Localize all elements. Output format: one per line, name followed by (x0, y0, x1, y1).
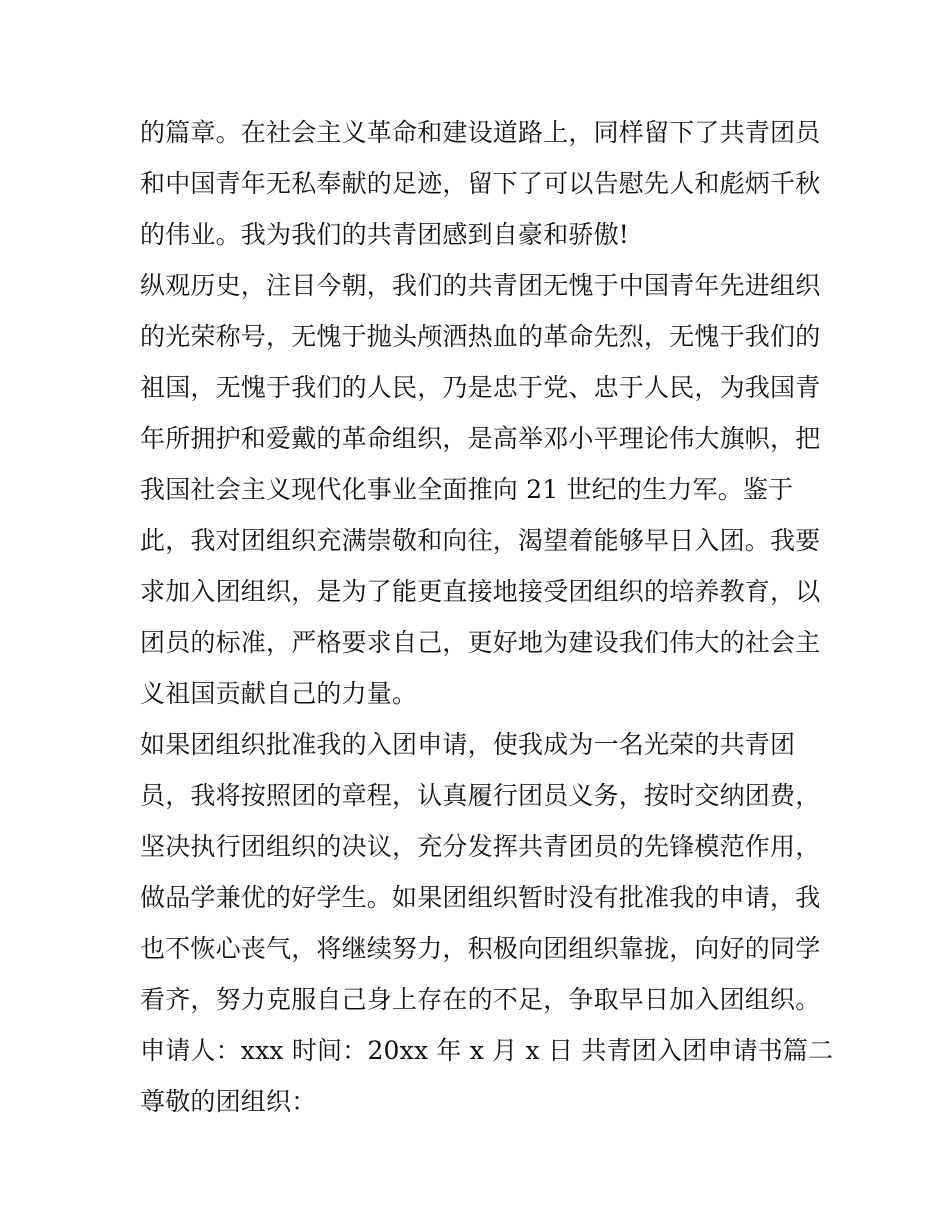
text-line: 的伟业。我为我们的共青团感到自豪和骄傲! (140, 220, 630, 249)
text-line: 祖国，无愧于我们的人民，乃是忠于党、忠于人民，为我国青 (140, 373, 821, 402)
text-line: 的篇章。在社会主义革命和建设道路上，同样留下了共青团员 (140, 118, 821, 147)
text-line: 此，我对团组织充满崇敬和向往，渴望着能够早日入团。我要 (140, 526, 821, 555)
text-line: 如果团组织批准我的入团申请，使我成为一名光荣的共青团 (140, 730, 796, 759)
text-line: 做品学兼优的好学生。如果团组织暂时没有批准我的申请，我 (140, 883, 821, 912)
text-line: 年所拥护和爱戴的革命组织，是高举邓小平理论伟大旗帜，把 (140, 424, 821, 453)
text-line: 也不恢心丧气，将继续努力，积极向团组织靠拢，向好的同学 (140, 934, 821, 963)
document-body (140, 107, 834, 1127)
text-line: 坚决执行团组织的决议，充分发挥共青团员的先锋模范作用， (140, 832, 821, 861)
text-line: 员，我将按照团的章程，认真履行团员义务，按时交纳团费， (140, 781, 821, 810)
text-line: 尊敬的团组织： (140, 1087, 317, 1116)
text-line: 和中国青年无私奉献的足迹，留下了可以告慰先人和彪炳千秋 (140, 169, 821, 198)
text-line: 团员的标准，严格要求自己，更好地为建设我们伟大的社会主 (140, 628, 821, 657)
text-line: 看齐，努力克服自己身上存在的不足，争取早日加入团组织。 (140, 985, 821, 1014)
text-line: 我国社会主义现代化事业全面推向 21 世纪的生力军。鉴于 (140, 475, 794, 504)
text-line: 的光荣称号，无愧于抛头颅洒热血的革命先烈，无愧于我们的 (140, 322, 821, 351)
text-line: 纵观历史，注目今朝，我们的共青团无愧于中国青年先进组织 (140, 271, 821, 300)
text-line: 义祖国贡献自己的力量。 (140, 679, 418, 708)
text-line: 申请人：xxx 时间：20xx 年 x 月 x 日 共青团入团申请书篇二 (140, 1036, 834, 1065)
text-line: 求加入团组织，是为了能更直接地接受团组织的培养教育，以 (140, 577, 821, 606)
